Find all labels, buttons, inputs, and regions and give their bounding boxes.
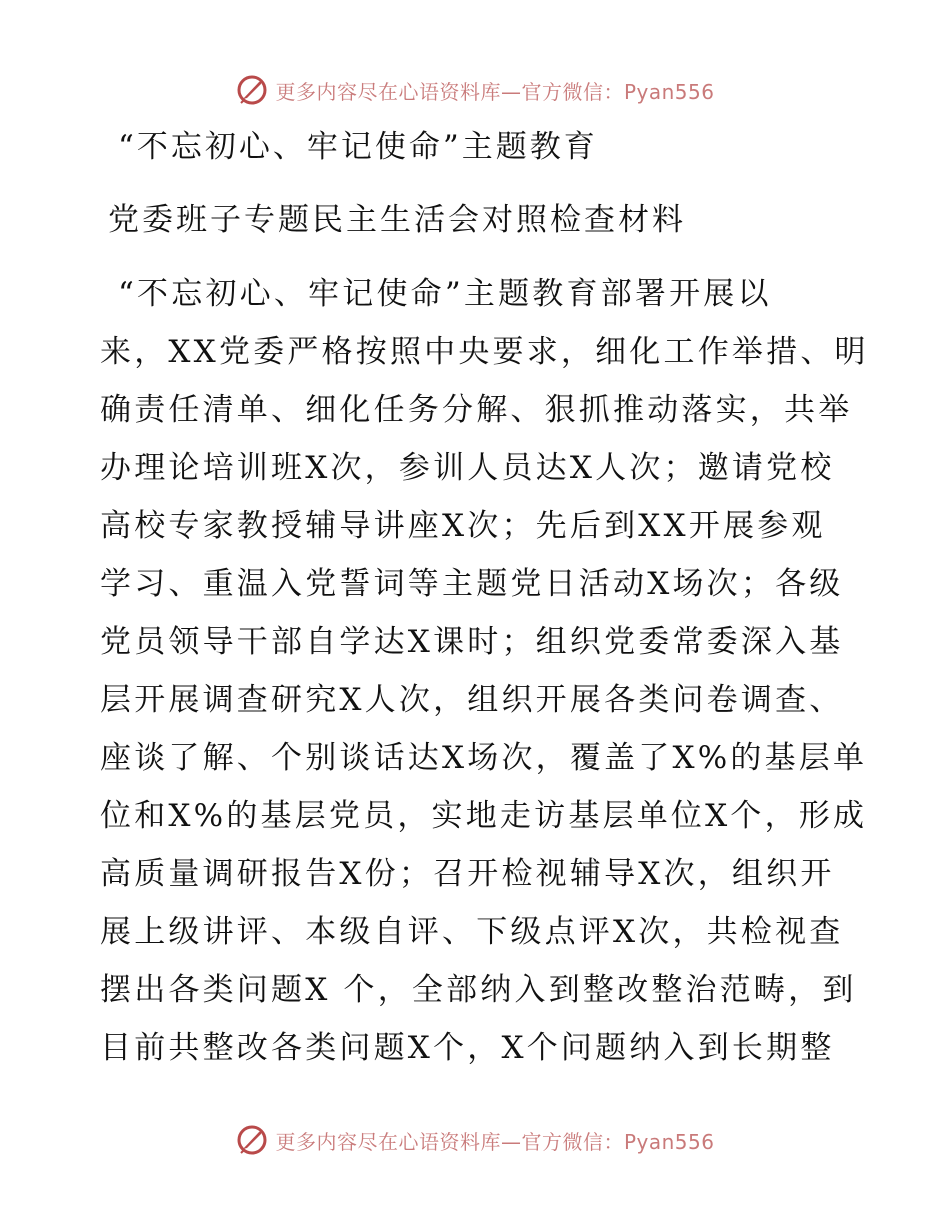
- body-line: “不忘初心、牢记使命”主题教育部署开展以: [118, 276, 772, 312]
- document-title: “不忘初心、牢记使命”主题教育: [118, 129, 598, 165]
- body-line: 层开展调查研究X人次，组织开展各类问卷调查、: [100, 682, 844, 718]
- body-line: 党员领导干部自学达X课时；组织党委常委深入基: [100, 624, 844, 660]
- body-line: 展上级讲评、本级自评、下级点评X次，共检视查: [100, 914, 844, 950]
- body-line: 目前共整改各类问题X个，X个问题纳入到长期整: [100, 1030, 835, 1066]
- body-line: 高校专家教授辅导讲座X次；先后到XX开展参观: [100, 508, 826, 544]
- body-line: 摆出各类问题X 个，全部纳入到整改整治范畴，到: [100, 972, 857, 1008]
- body-line: 座谈了解、个别谈话达X场次，覆盖了X%的基层单: [100, 740, 868, 776]
- watermark-text: 更多内容尽在心语资料库—官方微信：Pyan556: [275, 1129, 715, 1154]
- feather-pen-icon: [235, 1123, 269, 1157]
- body-line: 高质量调研报告X份；召开检视辅导X次，组织开: [100, 856, 835, 892]
- footer-watermark: [0, 1120, 950, 1160]
- header-watermark: [0, 70, 950, 110]
- watermark-text: 更多内容尽在心语资料库—官方微信：Pyan556: [275, 79, 715, 104]
- body-line: 办理论培训班X次，参训人员达X人次；邀请党校: [100, 450, 835, 486]
- body-line: 来，XX党委严格按照中央要求，细化工作举措、明: [100, 334, 869, 370]
- body-line: 位和X%的基层党员，实地走访基层单位X个，形成: [100, 798, 868, 834]
- body-line: 确责任清单、细化任务分解、狠抓推动落实，共举: [100, 392, 853, 428]
- document-subtitle: 党委班子专题民主生活会对照检查材料: [108, 202, 686, 238]
- feather-pen-icon: [235, 73, 269, 107]
- body-line: 学习、重温入党誓词等主题党日活动X场次；各级: [100, 566, 844, 602]
